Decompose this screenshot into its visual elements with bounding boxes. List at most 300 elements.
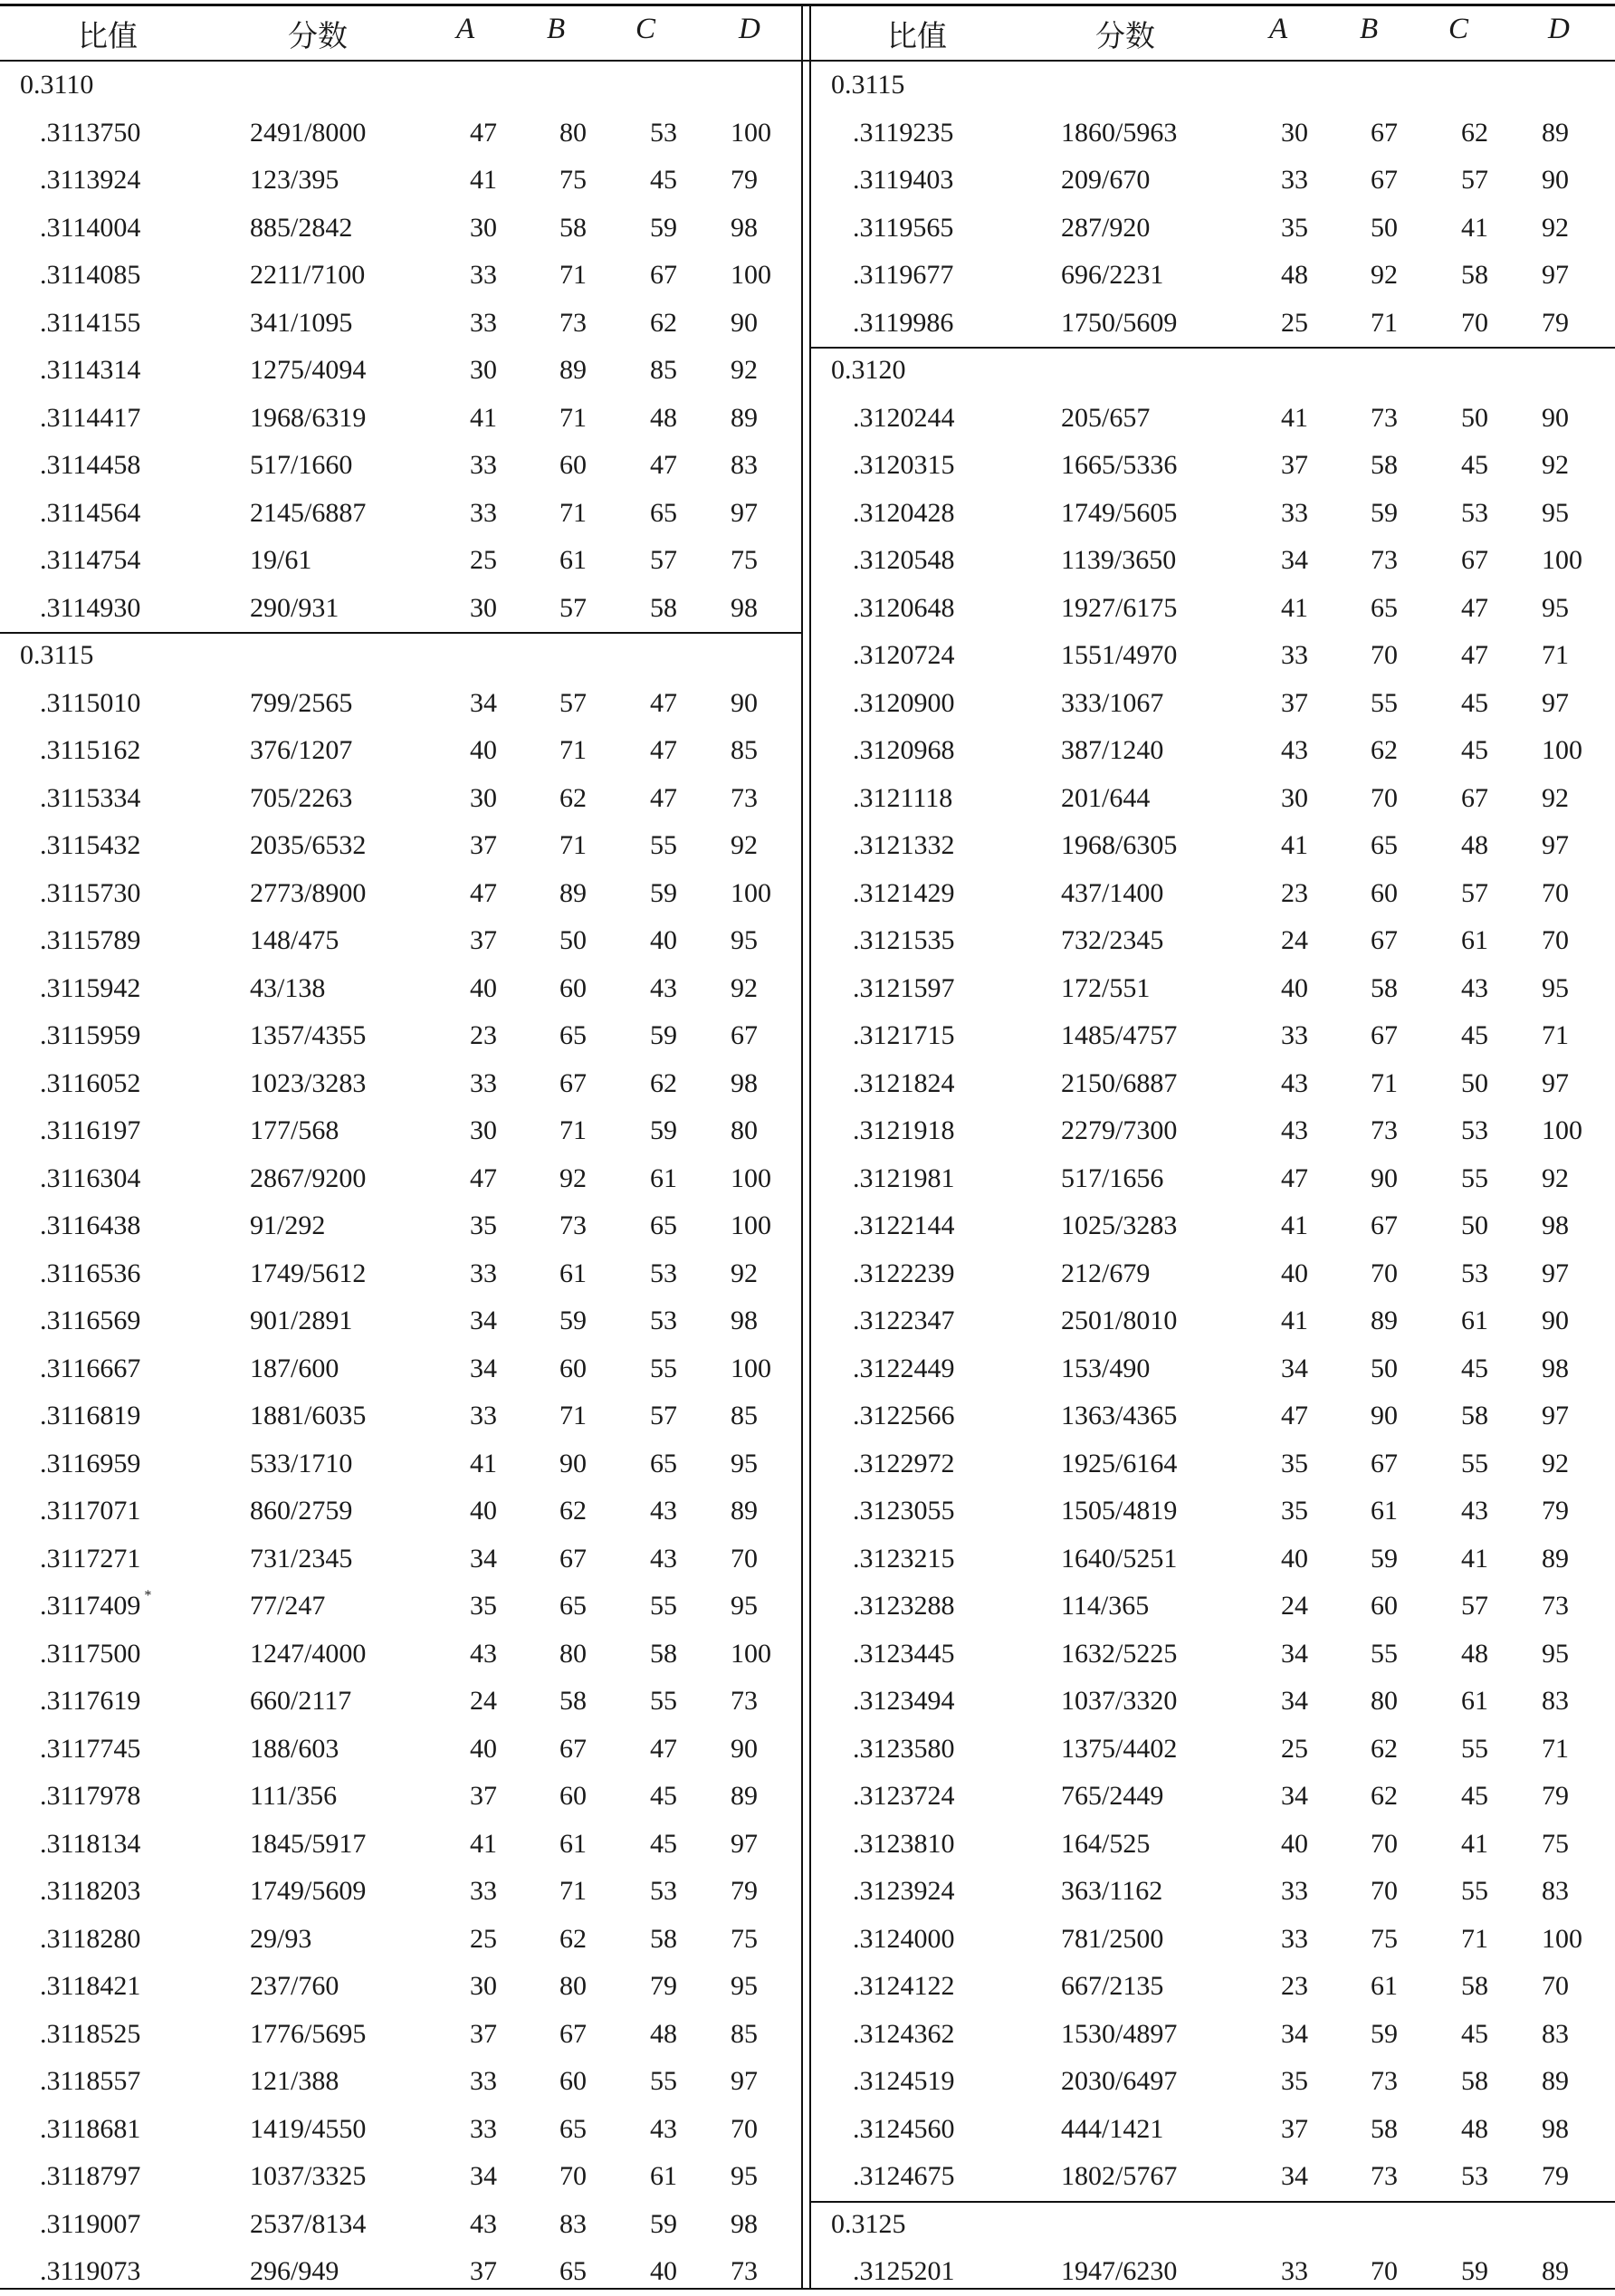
cell-b: 67 [1371, 1448, 1398, 1478]
cell-ratio: .3120968 [853, 735, 955, 765]
cell-ratio: .3116819 [40, 1401, 141, 1430]
cell-fraction: 1947/6230 [1061, 2256, 1178, 2286]
cell-fraction: 1551/4970 [1061, 640, 1178, 670]
cell-a: 30 [470, 592, 497, 623]
cell-fraction: 287/920 [1061, 212, 1151, 243]
cell-a: 23 [1281, 877, 1308, 908]
cell-b: 61 [1371, 1971, 1398, 2001]
cell-a: 34 [1281, 2018, 1308, 2049]
cell-c: 58 [1461, 2066, 1488, 2096]
cell-d: 83 [1542, 2018, 1569, 2049]
cell-ratio: .3123055 [853, 1496, 955, 1526]
table-row [811, 1060, 1615, 1108]
cell-ratio: .3122972 [853, 1448, 955, 1478]
cell-d: 98 [731, 592, 758, 623]
table-row [811, 442, 1615, 490]
cell-c: 45 [1461, 735, 1488, 765]
cell-a: 33 [470, 450, 497, 480]
cell-b: 65 [559, 2256, 587, 2286]
cell-ratio: .3115789 [40, 925, 141, 955]
cell-ratio: .3114458 [40, 450, 141, 480]
cell-b: 71 [559, 830, 587, 860]
cell-b: 62 [559, 1923, 587, 1954]
cell-d: 83 [1542, 1876, 1569, 1906]
cell-d: 70 [1542, 1971, 1569, 2001]
cell-c: 40 [650, 2256, 677, 2286]
cell-d: 92 [1542, 782, 1569, 813]
table-row [811, 1535, 1615, 1583]
cell-b: 62 [559, 1496, 587, 1526]
cell-ratio: .3116536 [40, 1258, 141, 1288]
cell-d: 100 [1542, 1923, 1582, 1954]
cell-c: 55 [1461, 1162, 1488, 1193]
cell-ratio: .3114004 [40, 212, 141, 243]
cell-ratio: .3122239 [853, 1258, 955, 1288]
cell-d: 79 [1542, 307, 1569, 338]
cell-d: 73 [1542, 1591, 1569, 1621]
table-row [0, 1726, 801, 1774]
cell-c: 61 [1461, 1306, 1488, 1335]
table-row [811, 1963, 1615, 2011]
table-row [811, 1155, 1615, 1203]
cell-b: 73 [559, 307, 587, 338]
left-header [0, 0, 801, 60]
cell-a: 24 [1281, 1591, 1308, 1621]
cell-fraction: 2150/6887 [1061, 1067, 1178, 1098]
group-divider [0, 632, 801, 634]
cell-ratio: .3120548 [853, 545, 955, 575]
cell-d: 97 [731, 1828, 758, 1859]
cell-c: 58 [650, 1638, 677, 1669]
cell-b: 71 [559, 1115, 587, 1145]
cell-fraction: 1023/3283 [250, 1067, 367, 1098]
cell-fraction: 2537/8134 [250, 2208, 367, 2239]
cell-d: 100 [1542, 545, 1582, 575]
table-row [0, 1012, 801, 1060]
cell-d: 97 [1542, 830, 1569, 860]
cell-c: 59 [650, 1020, 677, 1050]
cell-a: 34 [1281, 545, 1308, 575]
cell-d: 75 [731, 1923, 758, 1954]
center-divider-left [801, 4, 803, 2290]
cell-d: 89 [1542, 1543, 1569, 1574]
cell-d: 85 [731, 1401, 758, 1430]
cell-c: 50 [1461, 402, 1488, 433]
table-row [0, 1488, 801, 1535]
cell-ratio: .3122449 [853, 1353, 955, 1383]
group-divider [811, 2201, 1615, 2203]
cell-b: 58 [1371, 972, 1398, 1003]
header-b: B [1360, 13, 1379, 45]
cell-b: 83 [559, 2208, 587, 2239]
table-row [0, 1250, 801, 1298]
cell-ratio: .3121597 [853, 972, 955, 1003]
table-row [811, 1678, 1615, 1726]
cell-a: 47 [1281, 1162, 1308, 1193]
cell-c: 59 [650, 1115, 677, 1145]
table-row [0, 537, 801, 585]
cell-c: 57 [1461, 877, 1488, 908]
cell-d: 100 [1542, 1115, 1582, 1145]
cell-d: 70 [1542, 877, 1569, 908]
cell-a: 40 [470, 1733, 497, 1764]
cell-d: 92 [731, 1258, 758, 1288]
cell-fraction: 705/2263 [250, 782, 353, 813]
cell-ratio: .3117500 [40, 1638, 141, 1669]
table-row [811, 1631, 1615, 1679]
cell-ratio: .3117271 [40, 1543, 141, 1574]
group-heading: 0.3110 [20, 70, 94, 100]
cell-d: 85 [731, 735, 758, 765]
cell-b: 73 [559, 1210, 587, 1240]
header-a: A [456, 13, 475, 45]
header-ratio: 比值 [887, 21, 947, 53]
cell-ratio: .3123724 [853, 1781, 955, 1811]
table-row [0, 1060, 801, 1108]
cell-b: 62 [1371, 735, 1398, 765]
cell-fraction: 1927/6175 [1061, 592, 1178, 623]
table-row [811, 1488, 1615, 1535]
cell-a: 35 [1281, 1448, 1308, 1478]
cell-fraction: 209/670 [1061, 165, 1151, 195]
cell-ratio: .3124675 [853, 2161, 955, 2191]
cell-b: 71 [559, 1401, 587, 1430]
cell-b: 71 [559, 1876, 587, 1906]
cell-b: 65 [1371, 830, 1398, 860]
cell-d: 97 [1542, 260, 1569, 290]
table-row [811, 2153, 1615, 2201]
cell-ratio: .3116667 [40, 1353, 141, 1383]
cell-c: 59 [650, 2208, 677, 2239]
cell-b: 67 [1371, 925, 1398, 955]
table-row [811, 252, 1615, 300]
table-row [0, 1345, 801, 1393]
cell-a: 30 [470, 1971, 497, 2001]
cell-a: 43 [470, 2208, 497, 2239]
cell-ratio: .3121429 [853, 877, 955, 908]
cell-ratio: .3114930 [40, 592, 141, 623]
cell-d: 90 [1542, 402, 1569, 433]
cell-c: 53 [1461, 2161, 1488, 2191]
table-row [811, 632, 1615, 680]
table-row [0, 2058, 801, 2106]
cell-b: 61 [559, 1828, 587, 1859]
cell-d: 79 [1542, 2161, 1569, 2191]
cell-ratio: .3123215 [853, 1543, 955, 1574]
cell-ratio: .3122347 [853, 1306, 955, 1335]
cell-ratio: .3115959 [40, 1020, 141, 1050]
header-fraction: 分数 [1095, 21, 1155, 53]
cell-c: 55 [1461, 1448, 1488, 1478]
cell-c: 48 [650, 2018, 677, 2049]
cell-a: 41 [1281, 402, 1308, 433]
cell-fraction: 660/2117 [250, 1686, 352, 1716]
cell-d: 89 [731, 1781, 758, 1811]
cell-a: 33 [470, 2113, 497, 2144]
table-row [0, 157, 801, 205]
cell-ratio: .3115942 [40, 972, 141, 1003]
cell-ratio: .3114564 [40, 497, 141, 528]
cell-d: 71 [1542, 640, 1569, 670]
cell-d: 73 [731, 782, 758, 813]
cell-c: 85 [650, 355, 677, 385]
cell-c: 57 [1461, 1591, 1488, 1621]
cell-ratio: .3124000 [853, 1923, 955, 1954]
cell-b: 70 [1371, 782, 1398, 813]
table-row [811, 1726, 1615, 1774]
cell-d: 98 [1542, 2113, 1569, 2144]
table-row [0, 1963, 801, 2011]
cell-b: 62 [1371, 1733, 1398, 1764]
cell-c: 45 [1461, 450, 1488, 480]
cell-b: 55 [1371, 687, 1398, 718]
cell-fraction: 121/388 [250, 2066, 339, 2096]
cell-ratio: .3117619 [40, 1686, 141, 1716]
cell-a: 40 [1281, 1543, 1308, 1574]
cell-d: 95 [1542, 592, 1569, 623]
table-row [811, 680, 1615, 728]
cell-b: 92 [1371, 260, 1398, 290]
cell-ratio: .3120724 [853, 640, 955, 670]
cell-a: 40 [470, 972, 497, 1003]
table-row [811, 727, 1615, 775]
cell-a: 41 [470, 402, 497, 433]
cell-b: 60 [559, 972, 587, 1003]
cell-d: 80 [731, 1115, 758, 1145]
cell-d: 100 [731, 1162, 771, 1193]
cell-fraction: 1037/3320 [1061, 1686, 1178, 1716]
cell-ratio: .3121118 [853, 782, 953, 813]
cell-c: 67 [650, 260, 677, 290]
table-row [811, 917, 1615, 965]
cell-d: 98 [1542, 1210, 1569, 1240]
cell-c: 45 [650, 1781, 677, 1811]
cell-c: 50 [1461, 1210, 1488, 1240]
cell-c: 58 [650, 1923, 677, 1954]
cell-c: 58 [650, 592, 677, 623]
footnote-star: * [144, 1588, 152, 1603]
cell-d: 95 [1542, 1638, 1569, 1669]
table-row [0, 680, 801, 728]
cell-d: 75 [731, 545, 758, 575]
cell-c: 55 [650, 1591, 677, 1621]
cell-fraction: 901/2891 [250, 1306, 353, 1335]
table-row [811, 1868, 1615, 1916]
table-row [0, 2011, 801, 2059]
cell-d: 97 [1542, 687, 1569, 718]
cell-ratio: .3116569 [40, 1306, 141, 1335]
cell-a: 40 [1281, 1828, 1308, 1859]
header-rule [0, 60, 1615, 62]
cell-d: 92 [1542, 212, 1569, 243]
cell-b: 55 [1371, 1638, 1398, 1669]
cell-a: 43 [470, 1638, 497, 1669]
group-heading: 0.3125 [831, 2208, 906, 2239]
cell-fraction: 696/2231 [1061, 260, 1164, 290]
table-row [0, 1773, 801, 1821]
cell-a: 30 [470, 355, 497, 385]
cell-b: 70 [1371, 1828, 1398, 1859]
cell-ratio: .3118797 [40, 2161, 141, 2191]
cell-c: 61 [650, 2161, 677, 2191]
cell-a: 40 [1281, 1258, 1308, 1288]
cell-c: 55 [650, 1353, 677, 1383]
cell-d: 83 [731, 450, 758, 480]
cell-b: 80 [559, 117, 587, 148]
cell-c: 48 [1461, 2113, 1488, 2144]
cell-fraction: 732/2345 [1061, 925, 1164, 955]
table-row [0, 347, 801, 395]
cell-b: 67 [1371, 1210, 1398, 1240]
cell-b: 67 [559, 1543, 587, 1574]
cell-d: 97 [731, 2066, 758, 2096]
cell-b: 71 [559, 260, 587, 290]
cell-ratio: .3120648 [853, 592, 955, 623]
cell-ratio: .3116052 [40, 1067, 141, 1098]
cell-b: 57 [559, 592, 587, 623]
cell-ratio: .3120244 [853, 402, 955, 433]
cell-fraction: 2867/9200 [250, 1162, 367, 1193]
table-row [0, 917, 801, 965]
table-row [0, 442, 801, 490]
cell-d: 97 [1542, 1401, 1569, 1430]
table-row [811, 2058, 1615, 2106]
cell-fraction: 290/931 [250, 592, 339, 623]
table-row [811, 1297, 1615, 1345]
cell-b: 80 [559, 1971, 587, 2001]
cell-fraction: 2279/7300 [1061, 1115, 1178, 1145]
cell-b: 62 [559, 782, 587, 813]
cell-a: 37 [470, 1781, 497, 1811]
cell-d: 95 [731, 1971, 758, 2001]
cell-d: 89 [731, 402, 758, 433]
cell-ratio: .3114314 [40, 355, 141, 385]
cell-d: 95 [731, 1448, 758, 1478]
cell-d: 90 [1542, 1306, 1569, 1335]
cell-d: 73 [731, 2256, 758, 2286]
cell-ratio: .3124519 [853, 2066, 955, 2096]
cell-c: 67 [1461, 545, 1488, 575]
cell-d: 70 [731, 1543, 758, 1574]
cell-c: 48 [650, 402, 677, 433]
cell-d: 98 [731, 2208, 758, 2239]
cell-a: 48 [1281, 260, 1308, 290]
cell-ratio: .3115730 [40, 877, 141, 908]
cell-d: 100 [731, 1353, 771, 1383]
cell-a: 35 [1281, 2066, 1308, 2096]
cell-fraction: 1750/5609 [1061, 307, 1178, 338]
cell-fraction: 799/2565 [250, 687, 353, 718]
cell-fraction: 781/2500 [1061, 1923, 1164, 1954]
cell-ratio: .3116304 [40, 1162, 141, 1193]
cell-c: 62 [650, 307, 677, 338]
cell-a: 33 [470, 1876, 497, 1906]
cell-fraction: 860/2759 [250, 1496, 353, 1526]
cell-fraction: 91/292 [250, 1210, 326, 1240]
cell-c: 50 [1461, 1067, 1488, 1098]
cell-ratio: .3125201 [853, 2256, 955, 2286]
cell-a: 23 [1281, 1971, 1308, 2001]
cell-a: 43 [1281, 1115, 1308, 1145]
cell-d: 92 [1542, 450, 1569, 480]
table-row [811, 1773, 1615, 1821]
cell-b: 71 [559, 402, 587, 433]
cell-d: 89 [1542, 2256, 1569, 2286]
cell-ratio: .3123445 [853, 1638, 955, 1669]
cell-ratio: .3119235 [853, 117, 954, 148]
cell-c: 47 [1461, 592, 1488, 623]
cell-ratio: .3114155 [40, 307, 141, 338]
cell-ratio: .3118557 [40, 2066, 141, 2096]
group-heading: 0.3120 [831, 355, 906, 385]
cell-a: 37 [1281, 2113, 1308, 2144]
cell-c: 43 [650, 972, 677, 1003]
cell-fraction: 19/61 [250, 545, 312, 575]
cell-c: 53 [1461, 497, 1488, 528]
table-row [811, 1392, 1615, 1440]
cell-b: 50 [1371, 1353, 1398, 1383]
cell-d: 98 [731, 212, 758, 243]
header-ratio: 比值 [78, 21, 138, 53]
cell-c: 53 [650, 117, 677, 148]
cell-d: 92 [1542, 1162, 1569, 1193]
cell-b: 61 [559, 1258, 587, 1288]
cell-a: 41 [1281, 830, 1308, 860]
cell-c: 79 [650, 1971, 677, 2001]
cell-fraction: 1505/4819 [1061, 1496, 1178, 1526]
table-row [0, 870, 801, 918]
cell-c: 43 [1461, 972, 1488, 1003]
cell-ratio: .3114417 [40, 402, 141, 433]
cell-a: 34 [470, 1353, 497, 1383]
cell-a: 34 [470, 2161, 497, 2191]
cell-b: 59 [1371, 497, 1398, 528]
cell-a: 41 [470, 1448, 497, 1478]
cell-b: 70 [1371, 1876, 1398, 1906]
cell-c: 53 [650, 1306, 677, 1335]
cell-fraction: 667/2135 [1061, 1971, 1164, 2001]
cell-fraction: 437/1400 [1061, 877, 1164, 908]
cell-a: 25 [470, 545, 497, 575]
cell-fraction: 43/138 [250, 972, 326, 1003]
cell-b: 60 [559, 1781, 587, 1811]
cell-fraction: 1968/6305 [1061, 830, 1178, 860]
table-row [811, 1202, 1615, 1250]
cell-a: 41 [1281, 1306, 1308, 1335]
header-c: C [635, 13, 656, 45]
cell-b: 73 [1371, 545, 1398, 575]
cell-ratio: .3116959 [40, 1448, 141, 1478]
cell-d: 90 [1542, 165, 1569, 195]
cell-a: 33 [470, 1067, 497, 1098]
cell-ratio: .3118681 [40, 2113, 141, 2144]
cell-a: 43 [1281, 1067, 1308, 1098]
cell-fraction: 148/475 [250, 925, 339, 955]
cell-b: 90 [1371, 1401, 1398, 1430]
cell-a: 47 [470, 877, 497, 908]
cell-c: 47 [650, 782, 677, 813]
cell-c: 55 [650, 830, 677, 860]
cell-a: 34 [1281, 1638, 1308, 1669]
cell-a: 33 [470, 307, 497, 338]
cell-fraction: 765/2449 [1061, 1781, 1164, 1811]
cell-b: 67 [559, 1733, 587, 1764]
cell-b: 65 [559, 2113, 587, 2144]
cell-b: 50 [559, 925, 587, 955]
cell-ratio: .3115334 [40, 782, 141, 813]
cell-a: 41 [1281, 592, 1308, 623]
cell-fraction: 114/365 [1061, 1591, 1150, 1621]
